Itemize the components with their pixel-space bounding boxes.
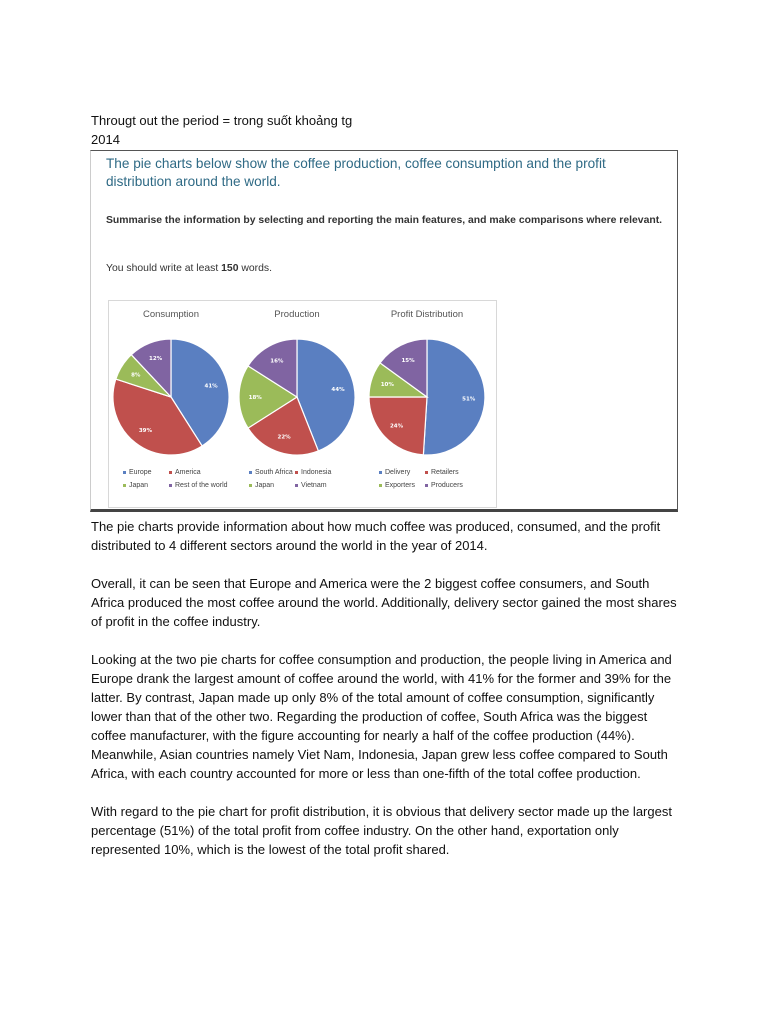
legend-swatch <box>425 484 428 487</box>
wordcount-number: 150 <box>221 263 239 274</box>
consumption-label-europe: 41% <box>204 383 218 390</box>
production-label-japan: 18% <box>248 395 262 401</box>
production-legend-item <box>295 479 327 492</box>
legend-label: Japan <box>129 482 149 489</box>
pie-charts-panel <box>108 300 497 508</box>
consumption-label-japan: 8% <box>131 372 141 379</box>
legend-swatch <box>295 471 298 474</box>
production-legend-item <box>249 479 274 492</box>
consumption-pie <box>109 337 233 461</box>
essay-paragraph-3: Looking at the two pie charts for coffee consumption and production, the people living in America and Europe drank the largest amount of coffee around the world, with 41% for the former and 39% for the latter. By contrast, Japan made up only 8% of the total amount of coffee consumption, significantly lower than that of the other two. Regarding the production of coffee, South Africa was the biggest coffee manufacturer, with the figure accounting for nearly a half of the coffee production (44%). Meanwhile, Asian countries namely Viet Nam, Indonesia, Japan grew less coffee compared to South Africa, with each country accounted for more or less than one-fifth of the total coffee production. <box>91 652 672 781</box>
production-legend-item <box>295 466 331 479</box>
legend-label: Retailers <box>431 469 459 476</box>
legend-swatch <box>425 471 428 474</box>
legend-label: Japan <box>255 482 275 489</box>
profit-distribution-legend-item <box>379 466 410 479</box>
consumption-legend-item <box>169 479 228 492</box>
production-pie <box>235 337 359 461</box>
task-wordcount <box>106 263 272 274</box>
wordcount-suffix: words. <box>238 263 272 274</box>
profit-distribution-title: Profit Distribution <box>390 309 464 320</box>
consumption-title: Consumption <box>143 309 199 320</box>
profit-distribution-legend-item <box>425 466 459 479</box>
legend-label: Delivery <box>385 469 411 476</box>
profit-distribution-label-exporters: 10% <box>380 382 394 389</box>
legend-swatch <box>123 471 126 474</box>
legend-label: Producers <box>431 482 463 489</box>
essay-paragraph-2: Overall, it can be seen that Europe and America were the 2 biggest coffee consumers, and South Africa produced the most coffee around the world. Additionally, delivery sector gained the most shares of profit in the coffee industry. <box>91 576 677 629</box>
legend-swatch <box>249 484 252 487</box>
legend-label: Exporters <box>385 482 415 489</box>
task-title: The pie charts below show the coffee production, coffee consumption and the profit distribution around the world. <box>106 156 606 189</box>
legend-swatch <box>379 484 382 487</box>
production-label-indonesia: 22% <box>277 434 291 441</box>
legend-swatch <box>169 471 172 474</box>
profit-distribution-slice-delivery <box>423 339 485 455</box>
task-image <box>90 150 678 512</box>
legend-label: America <box>175 469 201 476</box>
profit-distribution-label-retailers: 24% <box>389 423 404 430</box>
profit-distribution-legend-item <box>379 479 415 492</box>
essay-paragraph-1: The pie charts provide information about how much coffee was produced, consumed, and the profit distributed to 4 different sectors around the world in the year of 2014. <box>91 519 661 553</box>
legend-swatch <box>249 471 252 474</box>
legend-swatch <box>123 484 126 487</box>
legend-label: South Africa <box>255 469 293 476</box>
production-label-vietnam: 16% <box>270 358 284 365</box>
consumption-legend-item <box>169 466 201 479</box>
wordcount-prefix: You should write at least <box>106 263 222 274</box>
production-legend-item <box>249 466 293 479</box>
legend-swatch <box>295 484 298 487</box>
note-line-1: Througt out the period = trong suốt khoảng tg <box>91 113 353 128</box>
essay-paragraph-4: With regard to the pie chart for profit distribution, it is obvious that delivery sector made up the largest percentage (51%) of the total profit from coffee industry. On the other hand, exportation only represented 10%, which is the lowest of the total profit shared. <box>91 804 672 857</box>
legend-label: Vietnam <box>301 482 327 489</box>
production-title: Production <box>274 309 320 320</box>
profit-distribution-pie <box>365 337 489 461</box>
legend-swatch <box>169 484 172 487</box>
task-instruction: Summarise the information by selecting and reporting the main features, and make comparisons where relevant. <box>106 215 663 226</box>
consumption-label-rest-of-the-world: 12% <box>149 356 163 363</box>
profit-distribution-label-delivery: 51% <box>462 396 476 403</box>
legend-label: Rest of the world <box>175 482 228 489</box>
legend-label: Europe <box>129 469 152 476</box>
consumption-legend-item <box>123 466 152 479</box>
consumption-legend-item <box>123 479 148 492</box>
legend-label: Indonesia <box>301 469 332 476</box>
production-label-south-africa: 44% <box>331 387 345 394</box>
profit-distribution-label-producers: 15% <box>401 357 415 364</box>
legend-swatch <box>379 471 382 474</box>
consumption-label-america: 39% <box>138 428 152 434</box>
note-line-2: 2014 <box>91 132 120 147</box>
profit-distribution-legend-item <box>425 479 463 492</box>
